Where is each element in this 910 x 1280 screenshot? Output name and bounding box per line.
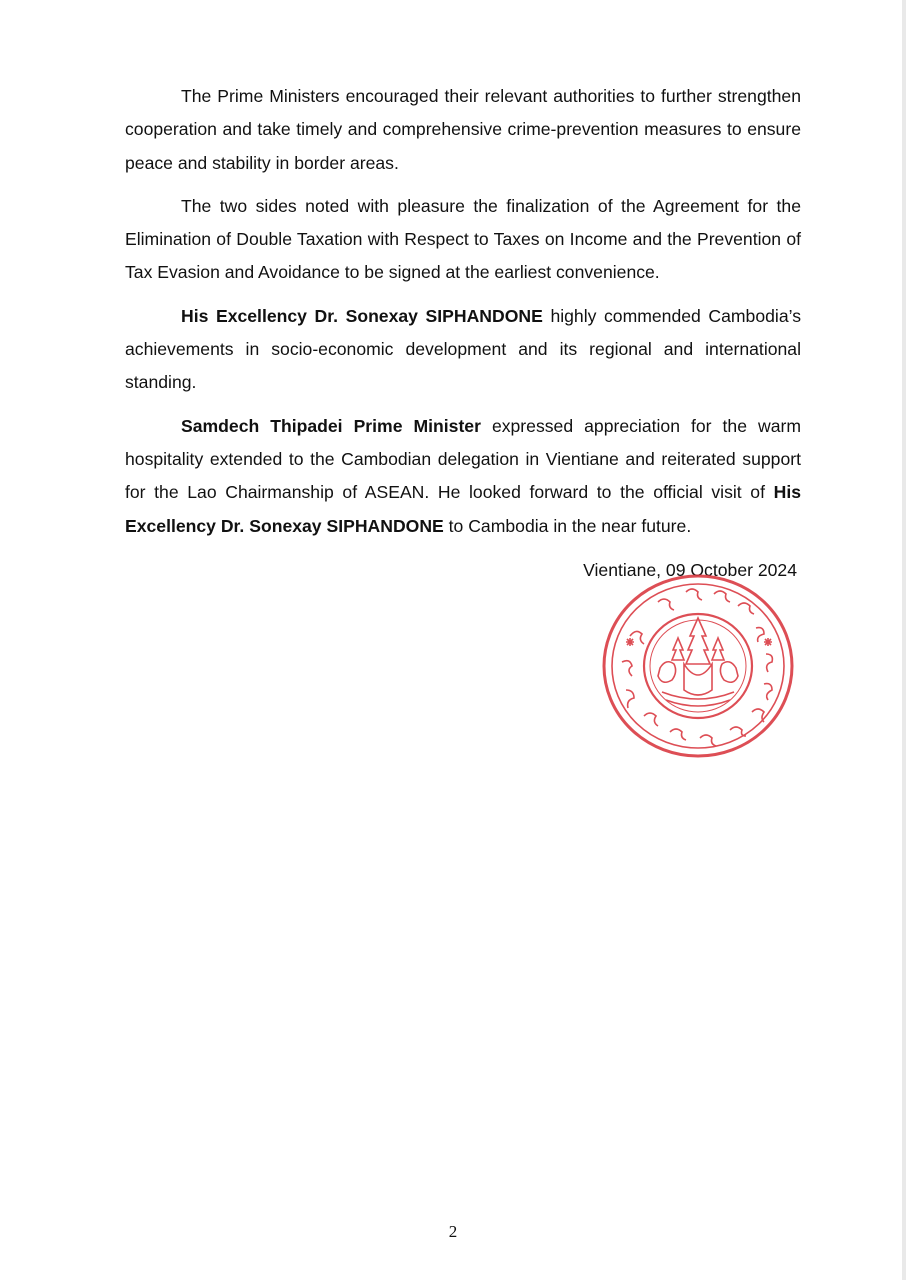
bold-name: His Excellency Dr. Sonexay SIPHANDONE — [181, 305, 543, 326]
paragraph-text: expressed appreciation for the warm hospitality extended to the Cambodian delegation in Vientiane and reiterated support for the Lao Chairmanship of ASEAN. He looked forward to the official visit of — [125, 415, 801, 503]
place-date: Vientiane, 09 October 2024 — [583, 560, 797, 580]
paragraph-commendation — [125, 300, 801, 400]
paragraph-crime-prevention — [125, 80, 801, 180]
paragraph-text: to Cambodia in the near future. — [443, 515, 692, 536]
official-seal-icon — [600, 572, 796, 760]
bold-name: Samdech Thipadei Prime Minister — [181, 415, 481, 436]
paragraph-text: highly commended Cambodia’s achievements in socio-economic development and its regional and international standing. — [125, 305, 801, 393]
bold-name: His Excellency Dr. Sonexay SIPHANDONE — [125, 482, 801, 536]
page-edge — [902, 0, 906, 1280]
paragraph-text: The two sides noted with pleasure the finalization of the Agreement for the Elimination of Double Taxation with Respect to Taxes on Income and the Prevention of Tax Evasion and Avoidance to be signed at the earliest convenience. — [125, 195, 801, 283]
paragraph-double-taxation — [125, 190, 801, 290]
paragraph-appreciation — [125, 410, 801, 543]
page-number: 2 — [448, 1222, 458, 1241]
document-body — [125, 80, 801, 553]
paragraph-text: The Prime Ministers encouraged their relevant authorities to further strengthen cooperation and take timely and comprehensive crime-prevention measures to ensure peace and stability in border areas. — [125, 86, 801, 173]
